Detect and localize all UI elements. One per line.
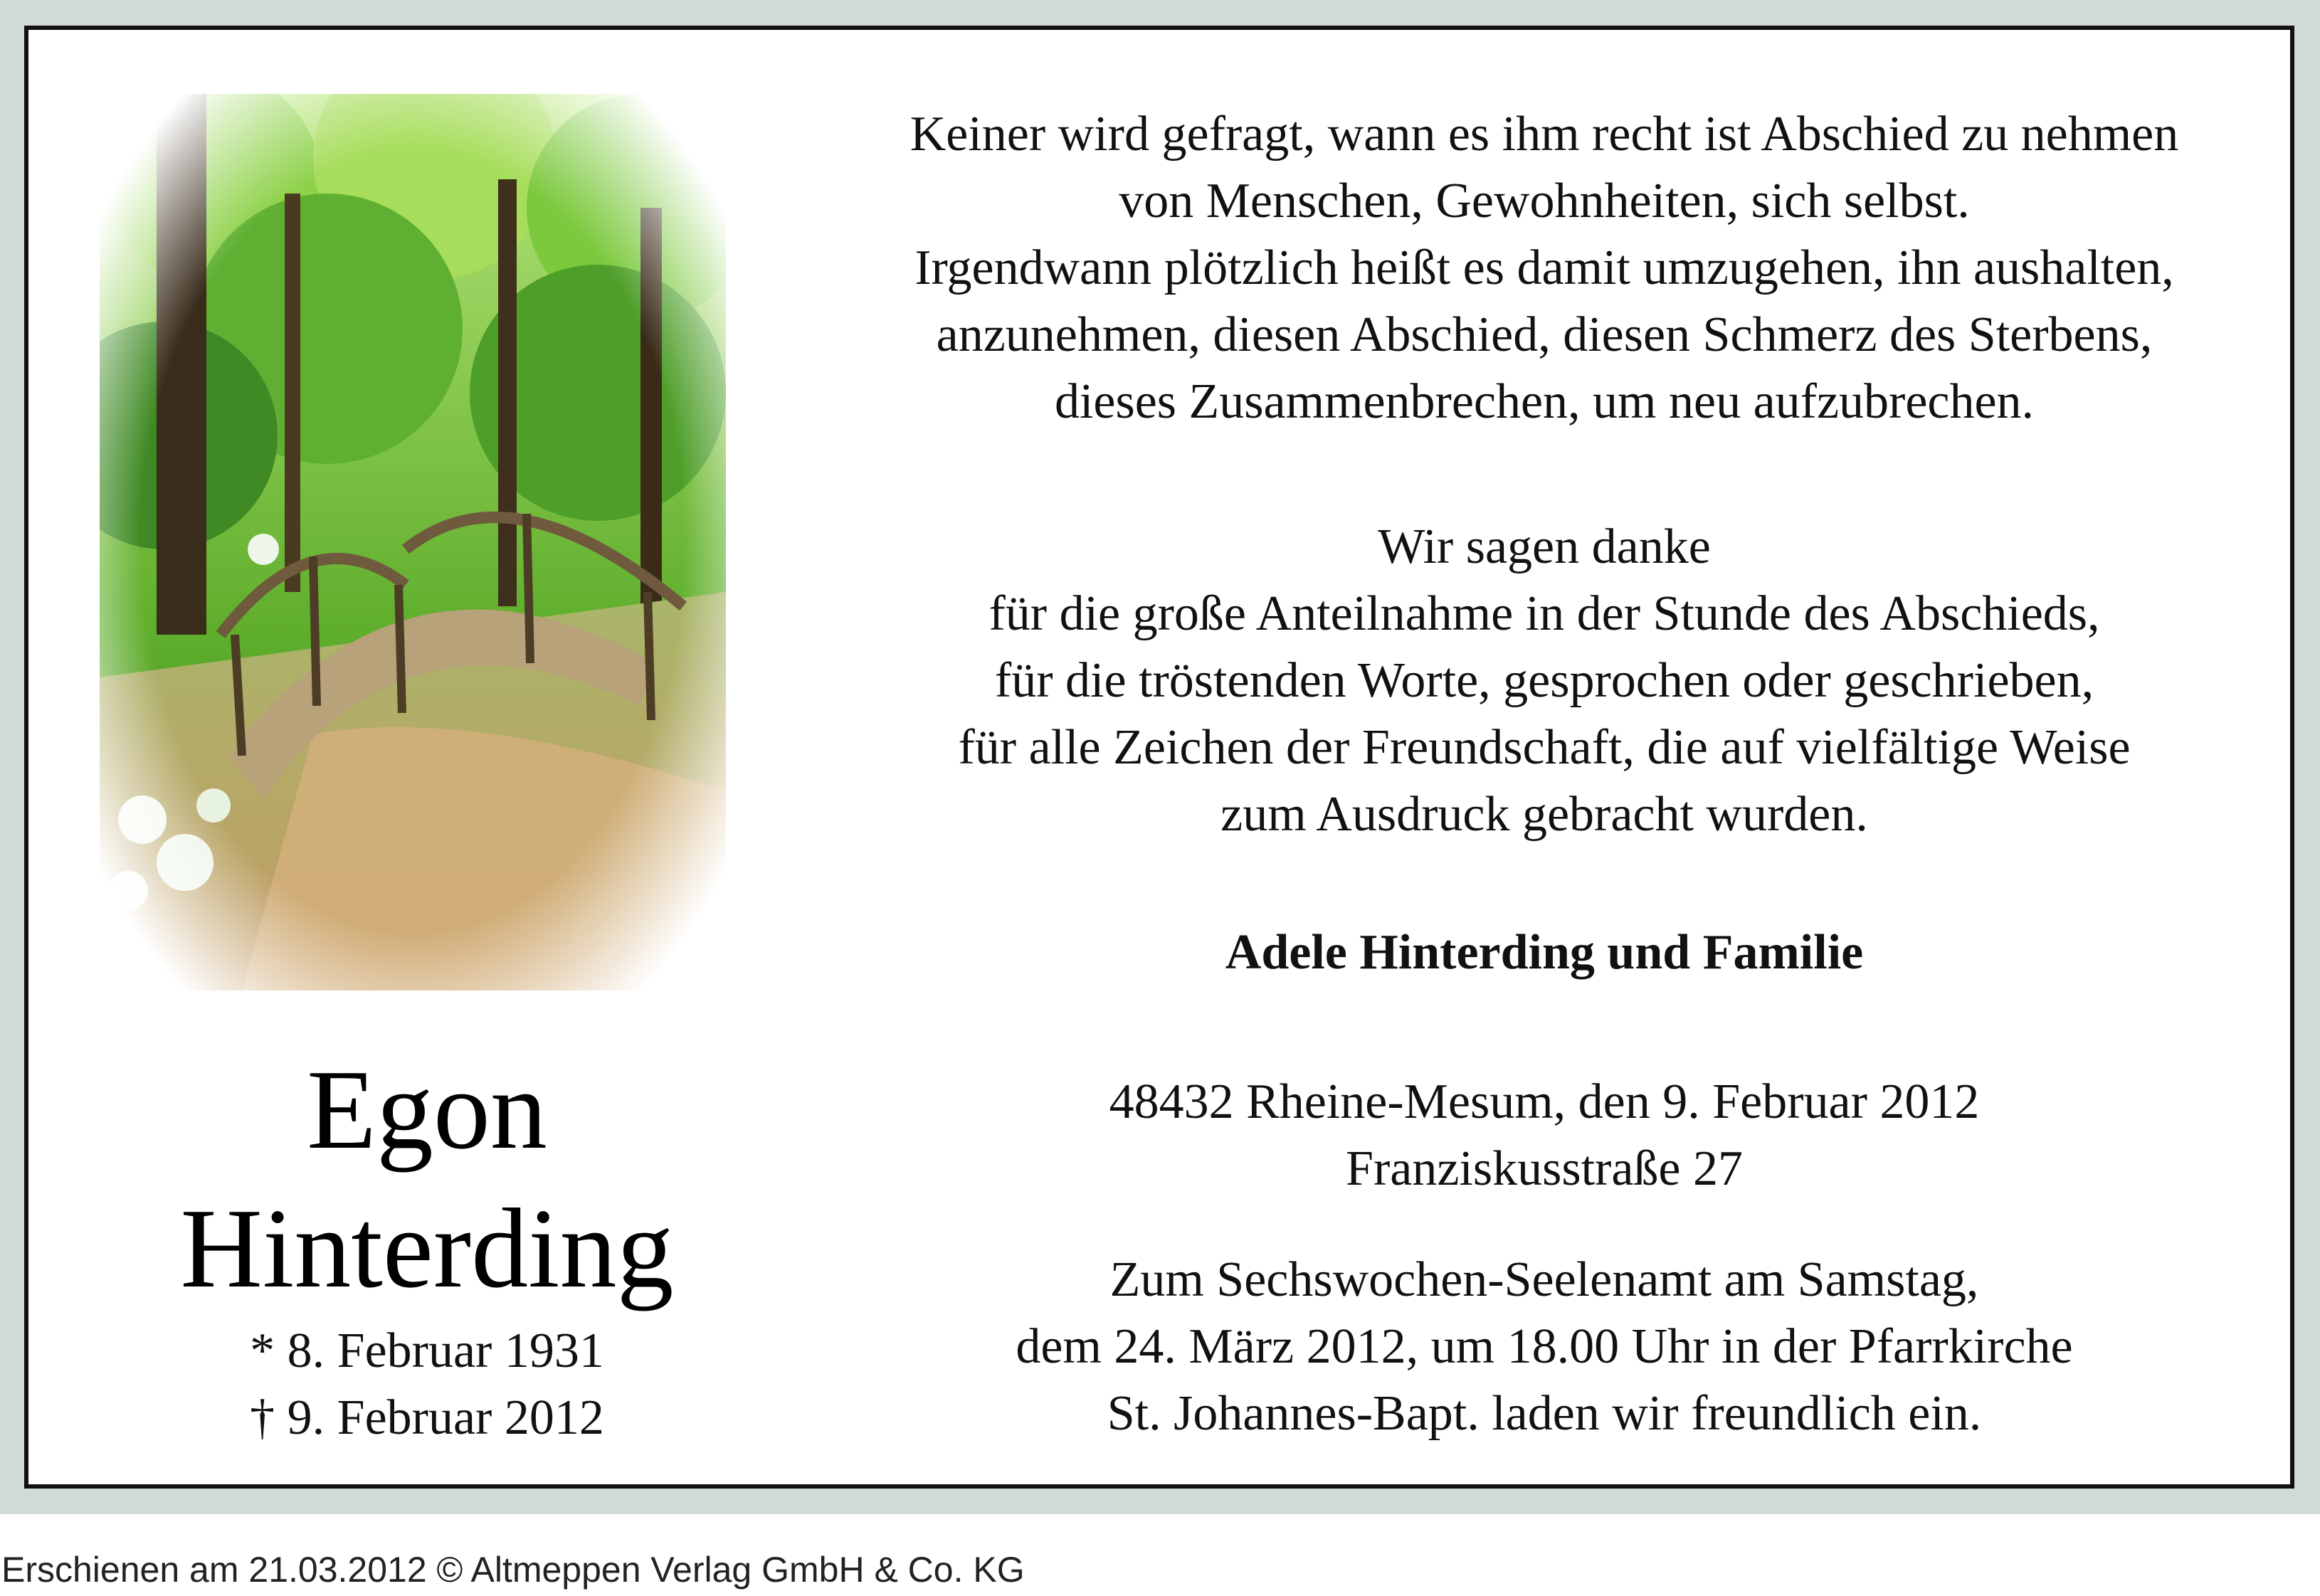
poem-text [811, 101, 2277, 435]
poem-line: von Menschen, Gewohnheiten, sich selbst. [1119, 174, 1970, 228]
thanks-line: für die tröstenden Worte, gesprochen oder geschrieben, [994, 653, 2094, 708]
deceased-block [71, 1040, 783, 1452]
address-line: 48432 Rheine-Mesum, den 9. Februar 2012 [1109, 1074, 1980, 1129]
death-date: † 9. Februar 2012 [250, 1390, 604, 1445]
poem-line: anzunehmen, diesen Abschied, diesen Schmerz des Sterbens, [936, 307, 2153, 362]
service-line: Zum Sechswochen-Seelenamt am Samstag, [1109, 1252, 1979, 1307]
thanks-text [811, 514, 2277, 848]
signer-line: Adele Hinterding und Familie [1225, 925, 1864, 980]
thanks-line: Wir sagen danke [1378, 519, 1711, 574]
deceased-first-name: Egon [307, 1046, 547, 1173]
service-line: dem 24. März 2012, um 18.00 Uhr in der Pfarrkirche [1016, 1319, 2073, 1374]
poem-line: dieses Zusammenbrechen, um neu aufzubrechen. [1054, 374, 2035, 429]
deceased-last-name: Hinterding [180, 1185, 674, 1311]
signer-name [811, 919, 2277, 986]
birth-date: * 8. Februar 1931 [250, 1323, 604, 1378]
memorial-service-text [811, 1247, 2277, 1447]
service-line: St. Johannes-Bapt. laden wir freundlich ein. [1107, 1386, 1982, 1441]
address-line: Franziskusstraße 27 [1346, 1141, 1743, 1196]
thanks-line: für alle Zeichen der Freundschaft, die auf vielfältige Weise [958, 720, 2131, 775]
thanks-line: für die große Anteilnahme in der Stunde des Abschieds, [988, 586, 2100, 641]
publication-footer: Erschienen am 21.03.2012 © Altmeppen Verlag GmbH & Co. KG [1, 1550, 1025, 1590]
poem-line: Keiner wird gefragt, wann es ihm recht ist Abschied zu nehmen [909, 107, 2179, 162]
poem-line: Irgendwann plötzlich heißt es damit umzugehen, ihn aushalten, [914, 241, 2174, 295]
forest-bridge-photo [100, 94, 726, 990]
address-block [811, 1069, 2277, 1203]
obituary-card [24, 26, 2294, 1489]
thanks-line: zum Ausdruck gebracht wurden. [1220, 787, 1868, 842]
